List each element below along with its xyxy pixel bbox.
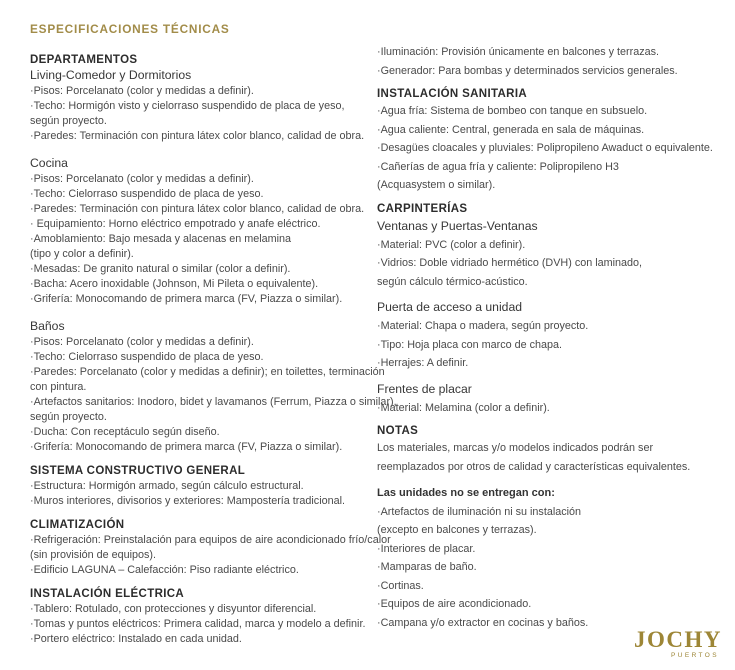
spec-group — [377, 439, 725, 476]
spec-group — [377, 218, 725, 292]
spec-line: ·Muros interiores, divisorios y exteriores: Mampostería tradicional. — [30, 495, 346, 507]
list-intro: Las unidades no se entregan con: — [377, 487, 555, 499]
spec-line: Los materiales, marcas y/o modelos indicados podrán ser — [377, 442, 654, 454]
spec-line: ·Edificio LAGUNA – Calefacción: Piso radiante eléctrico. — [30, 564, 299, 576]
spec-subheading: Puerta de acceso a unidad — [377, 300, 523, 314]
spec-line: ·Techo: Cielorraso suspendido de placa de yeso. — [30, 188, 264, 200]
spec-line: ·Paredes: Terminación con pintura látex color blanco, calidad de obra. — [30, 130, 365, 142]
spec-line: según cálculo térmico-acústico. — [377, 275, 528, 288]
section-heading: CLIMATIZACIÓN — [30, 519, 125, 531]
spec-line: según proyecto. — [30, 411, 107, 423]
spec-line: reemplazados por otros de calidad y características equivalentes. — [377, 460, 691, 473]
spec-line: ·Material: Chapa o madera, según proyecto. — [377, 320, 589, 332]
section-heading: INSTALACIÓN ELÉCTRICA — [30, 588, 185, 600]
spec-line: ·Paredes: Terminación con pintura látex color blanco, calidad de obra. — [30, 203, 365, 215]
spec-group — [30, 602, 365, 647]
spec-line: ·Grifería: Monocomando de primera marca (FV, Piazza o similar). — [30, 293, 343, 305]
spec-line: ·Cañerías de agua fría y caliente: Polipropileno H3 — [377, 160, 619, 173]
spec-line: ·Artefactos sanitarios: Inodoro, bidet y lavamanos (Ferrum, Piazza o similar), — [30, 396, 397, 408]
spec-line: ·Tipo: Hoja placa con marco de chapa. — [377, 338, 563, 351]
spec-line: ·Techo: Cielorraso suspendido de placa de yeso. — [30, 351, 264, 363]
right-column — [377, 22, 725, 647]
spec-section — [377, 201, 725, 418]
spec-section — [377, 86, 725, 195]
spec-line: · Equipamiento: Horno eléctrico empotrado y anafe eléctrico. — [30, 218, 321, 230]
spec-line: ·Iluminación: Provisión únicamente en balcones y terrazas. — [377, 46, 660, 58]
section-heading: NOTAS — [377, 425, 419, 437]
spec-line: ·Pisos: Porcelanato (color y medidas a definir). — [30, 173, 254, 185]
spec-line: ·Desagües cloacales y pluviales: Polipropileno Awaduct o equivalente. — [377, 142, 713, 154]
spec-line: (excepto en balcones y terrazas). — [377, 524, 537, 536]
spec-line: ·Amoblamiento: Bajo mesada y alacenas en melamina — [30, 233, 292, 245]
spec-line: ·Vidrios: Doble vidriado hermético (DVH) con laminado, — [377, 257, 643, 269]
spec-section — [30, 517, 391, 578]
spec-group — [377, 299, 725, 373]
spec-section — [377, 423, 725, 632]
spec-group — [377, 484, 725, 632]
spec-line: ·Estructura: Hormigón armado, según cálculo estructural. — [30, 480, 304, 492]
spec-subheading: Living-Comedor y Dormitorios — [30, 68, 192, 82]
spec-section — [377, 43, 725, 80]
spec-line: ·Mesadas: De granito natural o similar (color a definir). — [30, 263, 291, 275]
spec-line: según proyecto. — [30, 115, 107, 127]
spec-line: ·Herrajes: A definir. — [377, 357, 469, 369]
spec-line: ·Paredes: Porcelanato (color y medidas a definir); en toilettes, terminación — [30, 366, 385, 378]
spec-line: ·Material: PVC (color a definir). — [377, 238, 526, 251]
spec-line: ·Bacha: Acero inoxidable (Johnson, Mi Pileta o equivalente). — [30, 278, 319, 290]
logo-tagline-text: PUERTOS — [671, 652, 719, 659]
content-columns — [30, 22, 725, 647]
spec-section — [30, 586, 365, 647]
spec-line: (tipo y color a definir). — [30, 248, 134, 260]
spec-line: ·Tomas y puntos eléctricos: Primera calidad, marca y modelo a definir. — [30, 618, 366, 630]
spec-line: ·Generador: Para bombas y determinados servicios generales. — [377, 64, 678, 77]
jochy-logo — [634, 629, 722, 659]
spec-line: ·Techo: Hormigón visto y cielorraso suspendido de placa de yeso, — [30, 100, 345, 112]
spec-line: (sin provisión de equipos). — [30, 549, 157, 561]
spec-group — [30, 479, 365, 509]
spec-line: (Acquasystem o similar). — [377, 179, 496, 191]
section-heading: SISTEMA CONSTRUCTIVO GENERAL — [30, 465, 246, 477]
spec-line: con pintura. — [30, 381, 87, 393]
spec-line: ·Refrigeración: Preinstalación para equipos de aire acondicionado frío/calor — [30, 534, 391, 546]
spec-line: ·Mamparas de baño. — [377, 561, 477, 573]
spec-line: ·Equipos de aire acondicionado. — [377, 598, 532, 610]
spec-subheading: Ventanas y Puertas-Ventanas — [377, 218, 538, 233]
left-column — [30, 22, 397, 647]
spec-subheading: Cocina — [30, 156, 68, 170]
spec-line: ·Interiores de placar. — [377, 542, 476, 555]
page-title: ESPECIFICACIONES TÉCNICAS — [30, 22, 230, 36]
spec-group — [30, 156, 365, 307]
spec-line: ·Tablero: Rotulado, con protecciones y disyuntor diferencial. — [30, 603, 317, 615]
spec-group — [30, 68, 365, 144]
spec-group — [30, 533, 391, 578]
spec-line: ·Material: Melamina (color a definir). — [377, 401, 550, 414]
spec-line: ·Campana y/o extractor en cocinas y baños. — [377, 616, 589, 629]
spec-group — [377, 43, 725, 80]
spec-line: ·Agua fría: Sistema de bombeo con tanque en subsuelo. — [377, 105, 648, 117]
spec-line: ·Grifería: Monocomando de primera marca (FV, Piazza o similar). — [30, 441, 343, 453]
spec-line: ·Portero eléctrico: Instalado en cada unidad. — [30, 633, 242, 645]
spec-group — [377, 381, 725, 418]
spec-line: ·Cortinas. — [377, 579, 424, 592]
spec-line: ·Artefactos de iluminación ni su instalación — [377, 505, 582, 518]
spec-line: ·Pisos: Porcelanato (color y medidas a definir). — [30, 336, 254, 348]
section-heading: DEPARTAMENTOS — [30, 54, 138, 66]
spec-section — [30, 52, 397, 455]
spec-subheading: Frentes de placar — [377, 381, 472, 396]
section-heading: INSTALACIÓN SANITARIA — [377, 88, 528, 100]
section-heading: CARPINTERÍAS — [377, 202, 468, 215]
spec-line: ·Pisos: Porcelanato (color y medidas a definir). — [30, 85, 254, 97]
spec-group — [377, 102, 725, 195]
logo-brand-text: JOCHY — [634, 627, 722, 652]
spec-subheading: Baños — [30, 319, 65, 333]
spec-line: ·Ducha: Con receptáculo según diseño. — [30, 426, 220, 438]
spec-line: ·Agua caliente: Central, generada en sala de máquinas. — [377, 123, 645, 136]
spec-section — [30, 463, 365, 509]
spec-group — [30, 319, 397, 455]
